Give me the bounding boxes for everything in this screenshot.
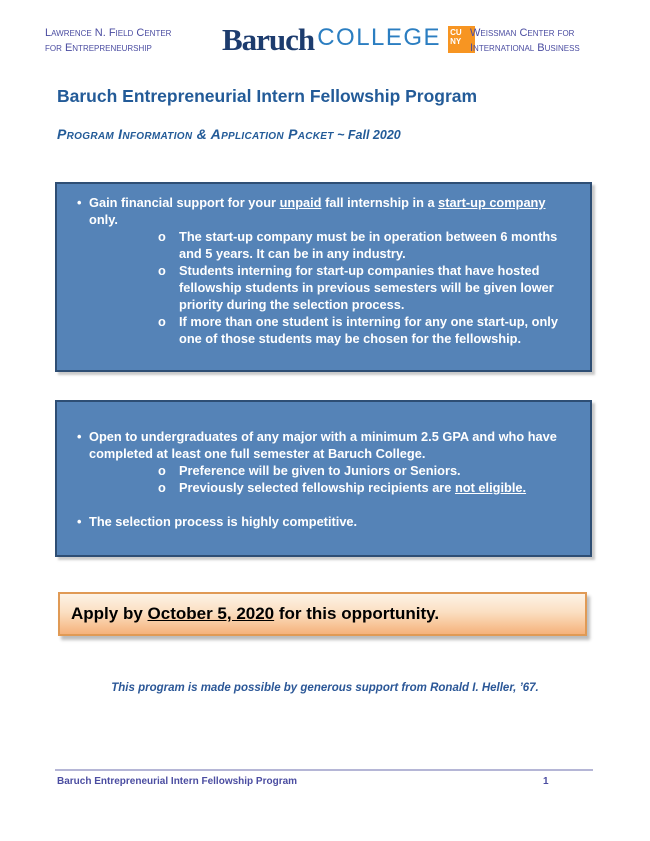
list-item — [158, 479, 570, 496]
sub-bullet-icon: o — [158, 314, 166, 329]
list-item — [158, 228, 570, 262]
sub-bullet-text: Students interning for start-up companies that have hosted fellowship students in previous semesters will be given lower priority during the selection process. — [179, 263, 554, 312]
sub-bullet-icon: o — [158, 229, 166, 244]
list-item — [77, 194, 570, 228]
list-item — [77, 513, 570, 530]
weissman-center-label — [470, 26, 640, 56]
field-center-line2: for Entrepreneurship — [45, 41, 152, 54]
field-center-label — [45, 26, 205, 56]
field-center-line1: Lawrence N. Field Center — [45, 27, 172, 39]
weissman-center-line2: International Business — [470, 41, 580, 54]
list-item — [158, 313, 570, 347]
list-item — [158, 262, 570, 313]
cuny-logo-line2: NY — [450, 37, 462, 47]
footer-page-number: 1 — [543, 776, 549, 787]
baruch-wordmark: Baruch — [222, 22, 315, 57]
list-item — [77, 428, 570, 462]
bullet-text: Gain financial support for your unpaid fall internship in a start-up company only. — [89, 195, 546, 227]
bullet-icon: • — [77, 429, 82, 444]
sub-bullet-text: Previously selected fellowship recipients are not eligible. — [179, 480, 527, 495]
deadline-date: October 5, 2020 — [147, 604, 275, 623]
page-subtitle — [57, 126, 401, 142]
bullet-icon: • — [77, 195, 82, 210]
college-wordmark: COLLEGE — [317, 24, 442, 51]
sub-bullet-icon: o — [158, 263, 166, 278]
footer-divider — [55, 769, 593, 771]
spacer — [77, 496, 570, 513]
bullet-icon: • — [77, 514, 82, 529]
subtitle-term: ~ Fall 2020 — [333, 128, 401, 142]
sub-bullet-icon: o — [158, 463, 166, 478]
eligibility-info-box — [55, 400, 592, 557]
apply-deadline-banner — [58, 592, 587, 636]
subtitle-main: Program Information & Application Packet — [57, 126, 334, 142]
sub-bullet-icon: o — [158, 480, 166, 495]
page-title: Baruch Entrepreneurial Intern Fellowship Program — [57, 86, 478, 106]
sub-bullet-text: The start-up company must be in operation between 6 months and 5 years. It can be in any industry. — [179, 229, 558, 261]
sub-bullet-text: Preference will be given to Juniors or Seniors. — [179, 463, 461, 478]
bullet-text: Open to undergraduates of any major with a minimum 2.5 GPA and who have completed at least one full semester at Baruch College. — [89, 429, 557, 461]
apply-text: Apply by October 5, 2020 for this opportunity. — [71, 604, 440, 623]
cuny-logo-line1: CU — [450, 28, 462, 37]
sponsor-acknowledgement: This program is made possible by generous support from Ronald I. Heller, ’67. — [111, 682, 539, 694]
weissman-center-line1: Weissman Center for — [470, 27, 575, 39]
list-item — [158, 462, 570, 479]
baruch-college-logo — [222, 24, 475, 55]
internship-info-box — [55, 182, 592, 372]
footer-title: Baruch Entrepreneurial Intern Fellowship Program — [57, 776, 298, 787]
bullet-text: The selection process is highly competitive. — [89, 514, 358, 529]
sub-bullet-text: If more than one student is interning for any one start-up, only one of those students may be chosen for the fellowship. — [179, 314, 558, 346]
